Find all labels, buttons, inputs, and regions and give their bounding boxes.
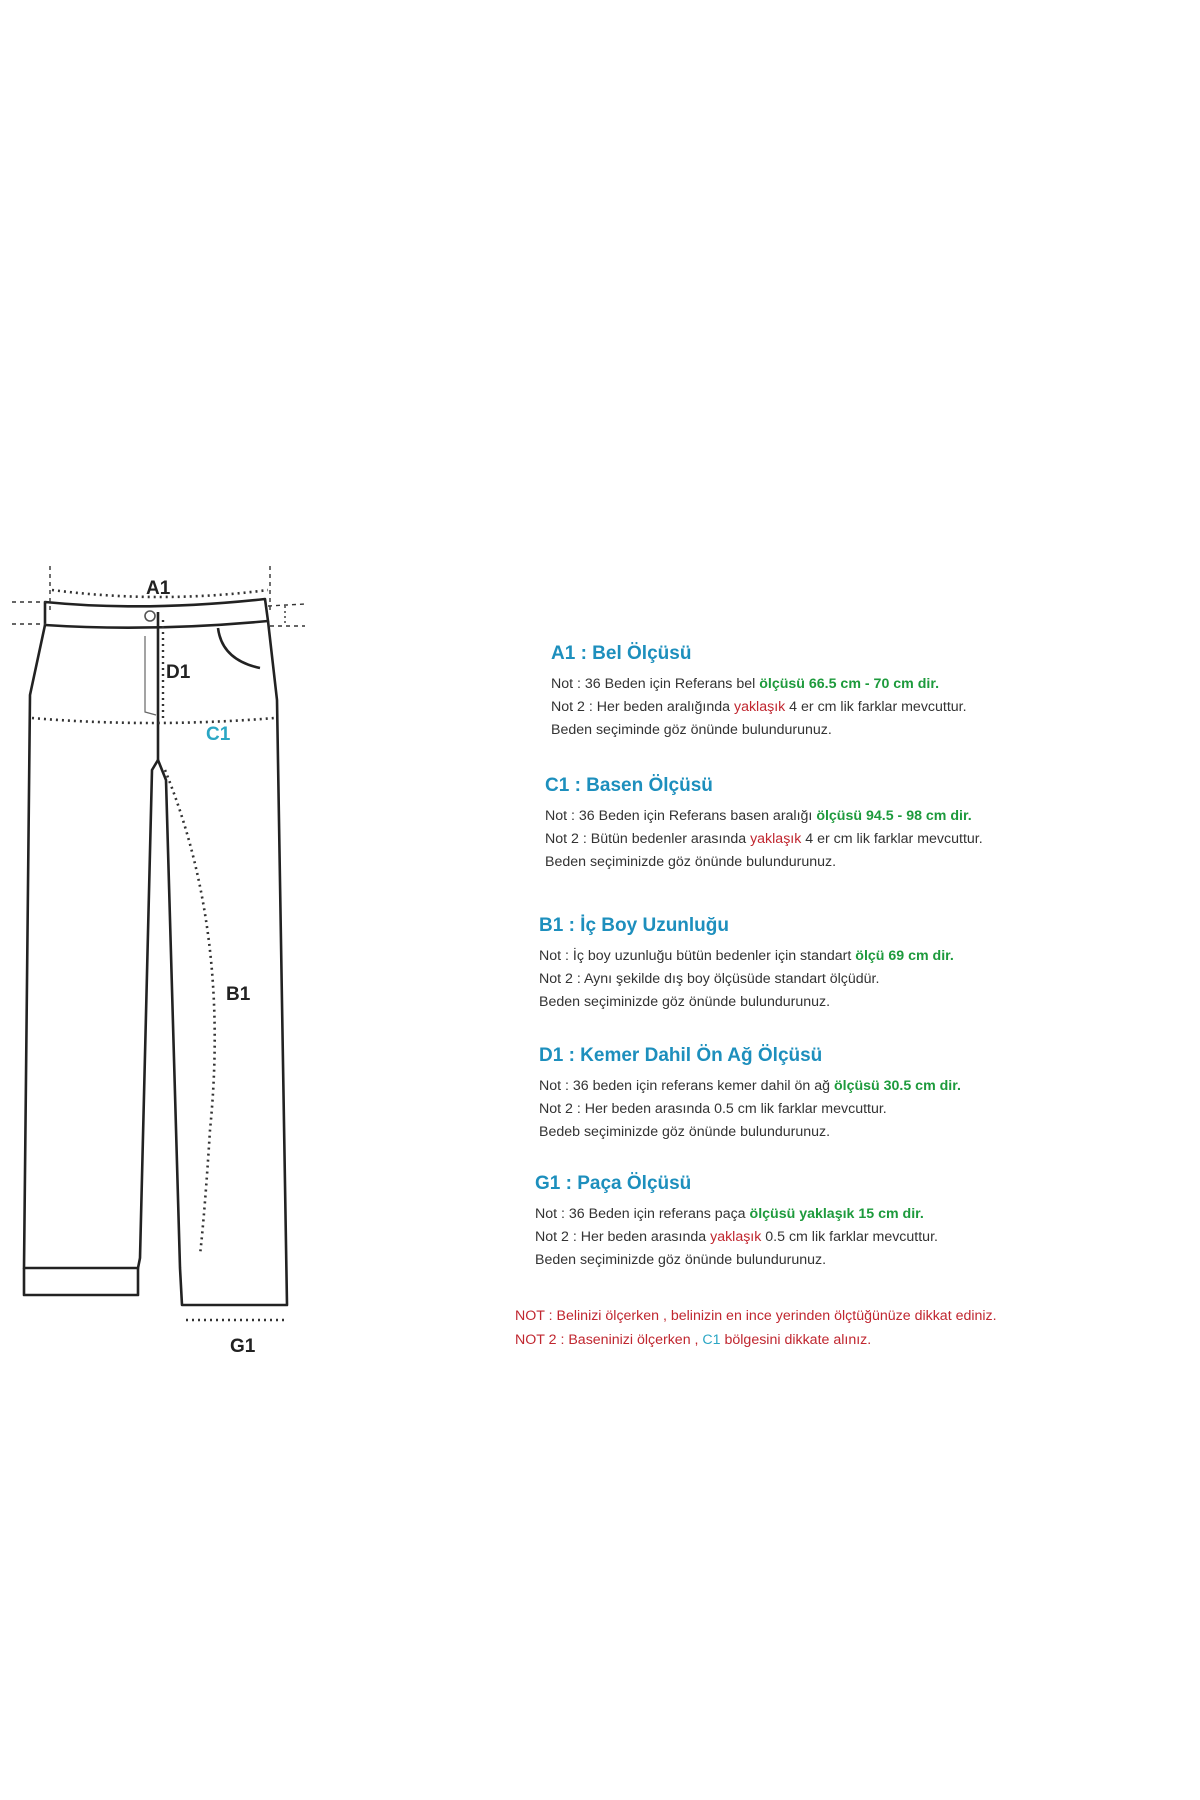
section-g1 (535, 1173, 938, 1272)
note-line: Not 2 : Her beden arasında yaklaşık 0.5 cm lik farklar mevcuttur. (535, 1229, 938, 1245)
note-line: Not : 36 Beden için Referans basen aralığı ölçüsü 94.5 - 98 cm dir. (545, 808, 972, 824)
button-icon (145, 611, 155, 621)
label-b1: B1 (226, 984, 251, 1005)
note-line: Bedeb seçiminizde göz önünde bulundurunuz. (539, 1124, 831, 1140)
note-line: Not : 36 beden için referans kemer dahil ön ağ ölçüsü 30.5 cm dir. (539, 1078, 961, 1094)
section-title: G1 : Paça Ölçüsü (535, 1173, 692, 1194)
section-title: A1 : Bel Ölçüsü (551, 643, 692, 664)
section-title: D1 : Kemer Dahil Ön Ağ Ölçüsü (539, 1045, 823, 1066)
left-leg (24, 625, 158, 1268)
fly-stitch (145, 636, 156, 715)
pants-diagram (0, 0, 340, 1800)
section-title: C1 : Basen Ölçüsü (545, 775, 713, 796)
section-b1 (539, 915, 954, 1014)
section-title: B1 : İç Boy Uzunluğu (539, 915, 729, 936)
label-c1: C1 (206, 724, 231, 745)
label-d1: D1 (166, 662, 191, 683)
pants-outline (24, 599, 287, 1305)
footer-note-1: NOT : Belinizi ölçerken , belinizin en ince yerinden ölçtüğünüze dikkat ediniz. (515, 1308, 997, 1324)
note-line: Not 2 : Her beden arasında 0.5 cm lik farklar mevcuttur. (539, 1101, 887, 1117)
note-line: Not 2 : Her beden aralığında yaklaşık 4 er cm lik farklar mevcuttur. (551, 699, 967, 715)
c1-measure (32, 718, 275, 723)
pants-drawing (0, 0, 340, 1800)
label-a1: A1 (146, 578, 171, 599)
section-c1 (545, 775, 983, 874)
note-line: Not : 36 Beden için Referans bel ölçüsü 66.5 cm - 70 cm dir. (551, 676, 940, 692)
hem-cuff (24, 1268, 138, 1295)
note-line: Not 2 : Aynı şekilde dış boy ölçüsüde standart ölçüdür. (539, 971, 880, 987)
note-line: Not 2 : Bütün bedenler arasında yaklaşık 4 er cm lik farklar mevcuttur. (545, 831, 983, 847)
section-d1 (539, 1045, 961, 1144)
note-line: Not : 36 Beden için referans paça ölçüsü yaklaşık 15 cm dir. (535, 1206, 924, 1222)
note-line: Beden seçiminizde göz önünde bulundurunuz. (539, 994, 831, 1010)
label-g1: G1 (230, 1336, 256, 1357)
footer-note-2: NOT 2 : Baseninizi ölçerken , C1 bölgesini dikkate alınız. (515, 1332, 872, 1348)
pocket (218, 628, 260, 668)
section-a1 (551, 643, 967, 742)
waistband (45, 599, 268, 628)
note-line: Beden seçiminizde göz önünde bulundurunuz. (545, 854, 837, 870)
note-line: Not : İç boy uzunluğu bütün bedenler için standart ölçü 69 cm dir. (539, 948, 954, 964)
note-line: Beden seçiminizde göz önünde bulundurunuz. (535, 1252, 827, 1268)
note-line: Beden seçiminde göz önünde bulundurunuz. (551, 722, 832, 738)
